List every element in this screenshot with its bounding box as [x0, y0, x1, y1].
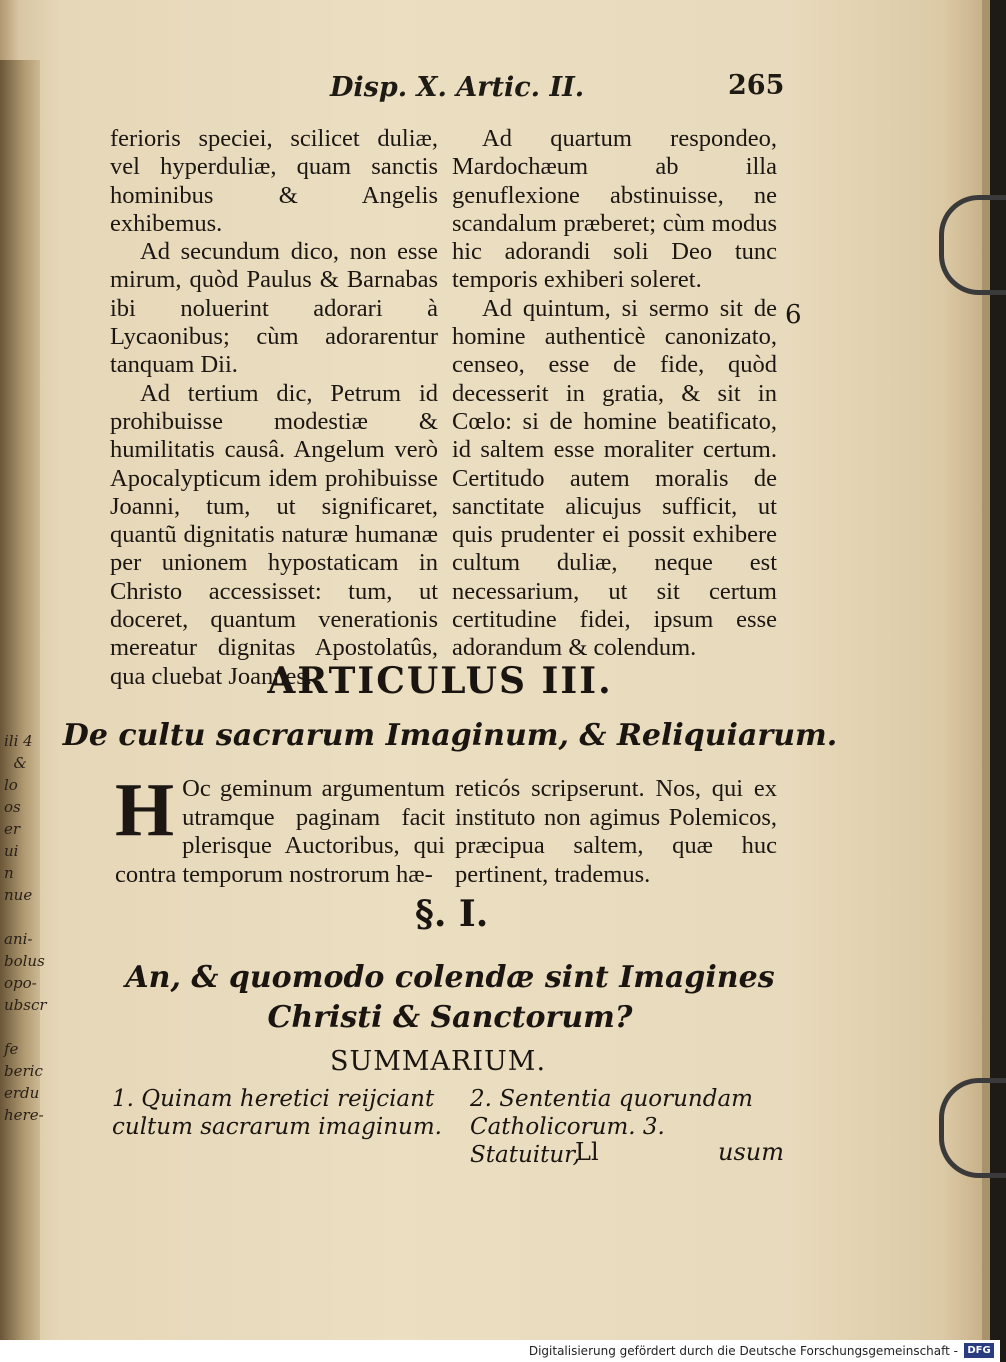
right-column	[452, 125, 777, 663]
page-clip-icon	[939, 1078, 1006, 1178]
article-title: ARTICULUS III.	[267, 660, 613, 702]
paragraph: Ad quintum, si sermo sit de homine authenticè canonizato, censeo, esse de fide, quòd decesserit in gratia, & sit in Cœlo: si de homine beatificato, id saltem esse moraliter certum. Certitudo autem moralis de sanctitate alicujus sufficit, ut quis prudenter ei possit exhibere cultum duliæ, neque est necessarium, ut sit certum certitudine fidei, ipsum esse adorandum & colendum.	[452, 294, 777, 662]
intro-right: reticós scripserunt. Nos, qui ex instituto non agimus Polemicos, præcipua saltem, quæ huc pertinent, trademus.	[455, 775, 777, 888]
article-subtitle: De cultu sacrarum Imaginum, & Reliquiarum.	[62, 718, 838, 753]
margin-note: 6	[785, 300, 802, 330]
page-clip-icon	[939, 195, 1006, 295]
left-column	[110, 125, 438, 691]
catchword: usum	[718, 1138, 784, 1166]
signature-mark: Ll	[575, 1138, 599, 1166]
running-title: Disp. X. Artic. II.	[330, 72, 585, 103]
footer-credit: Digitalisierung gefördert durch die Deutsche Forschungsgemeinschaft -	[528, 1344, 958, 1358]
page-number: 265	[728, 70, 785, 101]
paragraph: ferioris speciei, scilicet duliæ, vel hyperduliæ, quam sanctis hominibus & Angelis exhibemus.	[110, 125, 438, 237]
paragraph: Ad tertium dic, Petrum id prohibuisse modestiæ & humilitatis causâ. Angelum verò Apocalypticum idem prohibuisse Joanni, tum, ut significaret, quantũ dignitatis naturæ humanæ per unionem hypostaticam in Christo accessisset: tum, ut doceret, quantum venerationis mereatur dignitas Apostolatûs, qua cluebat Joannes.	[110, 379, 438, 690]
summary-heading: SUMMARIUM.	[330, 1046, 547, 1077]
intro-text-left: Oc geminum argumentum utramque paginam facit plerisque Auctoribus, qui contra temporum nostrorum hæ-	[115, 775, 445, 888]
paragraph: Ad secundum dico, non esse mirum, quòd Paulus & Barnabas ibi noluerint adorari à Lycaonibus; cùm adorarentur tanquam Dii.	[110, 238, 438, 379]
dfg-logo: DFG	[964, 1343, 994, 1358]
summary-item-left: 1. Quinam heretici reijciant cultum sacrarum imaginum.	[112, 1086, 442, 1140]
footer-bar	[0, 1340, 1000, 1362]
facing-page-fragments: ili 4 & lo os er ui n nue ani- bolus opo- ubscr fe beric erdu here-	[4, 732, 47, 1124]
summary-item-right: 2. Sententia quorundam Catholicorum. 3. Statuitur,	[470, 1086, 753, 1168]
intro-left	[115, 768, 445, 889]
paragraph: Ad quartum respondeo, Mardochæum ab illa genuflexione abstinuisse, ne scandalum præberet; cùm modus hic adorandi soli Deo tunc temporis exhiberi soleret.	[452, 125, 777, 294]
section-mark: §. I.	[415, 893, 489, 935]
drop-cap: H	[115, 768, 175, 852]
section-question: An, & quomodo colendæ sint Imagines Christi & Sanctorum?	[125, 960, 775, 1035]
